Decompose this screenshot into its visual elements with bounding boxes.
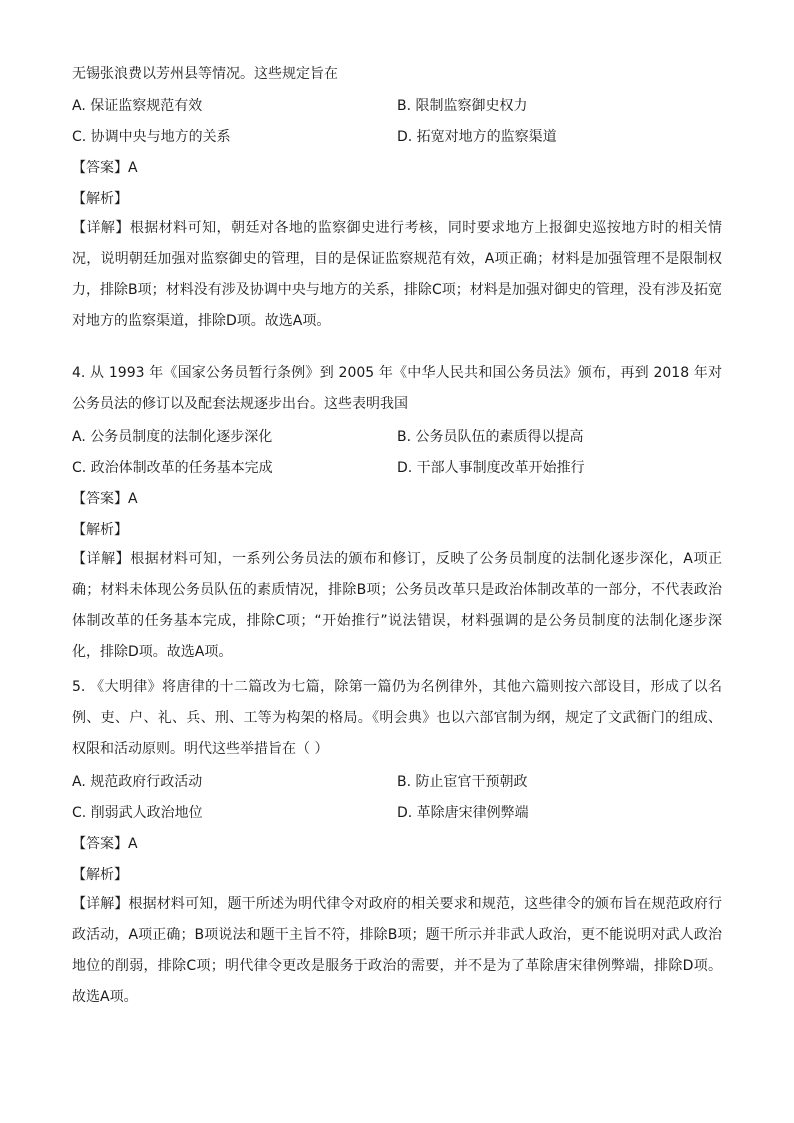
question-4-option-a: A. 公务员制度的法制化逐步深化 (72, 428, 273, 445)
question-5-option-c: C. 削弱武人政治地位 (72, 804, 203, 821)
question-5-analysis-label: 【解析】 (72, 866, 128, 883)
question-3 (72, 64, 722, 337)
question-3-options-row-1 (72, 89, 722, 120)
question-4-option-c: C. 政治体制改革的任务基本完成 (72, 459, 273, 476)
question-5-option-d: D. 革除唐宋律例弊端 (397, 804, 529, 821)
question-4-options-row-1 (72, 420, 722, 451)
question-4-stem: 4. 从 1993 年《国家公务员暂行条例》到 2005 年《中华人民共和国公务员法》颁布，再到 2018 年对公务员法的修订以及配套法规逐步出台。这些表明我国 (72, 365, 722, 412)
question-3-option-d: D. 拓宽对地方的监察渠道 (397, 128, 557, 145)
question-3-options-row-2 (72, 120, 722, 151)
question-3-stem-tail: 无锡张浪费以芳州县等情况。这些规定旨在 (72, 66, 338, 82)
question-4-option-d: D. 干部人事制度改革开始推行 (397, 459, 585, 476)
question-4-option-b: B. 公务员队伍的素质得以提高 (397, 428, 584, 445)
question-5-options-row-2 (72, 796, 722, 827)
question-4-answer: 【答案】A (72, 490, 138, 507)
question-5-option-a: A. 规范政府行政活动 (72, 773, 203, 790)
question-3-answer: 【答案】A (72, 159, 138, 176)
question-3-option-b: B. 限制监察御史权力 (397, 97, 528, 114)
question-4-analysis-label: 【解析】 (72, 521, 128, 538)
question-4 (72, 358, 722, 668)
question-5-options-row-1 (72, 765, 722, 796)
question-4-detail: 【详解】根据材料可知，一系列公务员法的颁布和修订，反映了公务员制度的法制化逐步深化，A项正确；材料未体现公务员队伍的素质情况，排除B项；公务员改革只是政治体制改革的一部分，不代表政治体制改革的任务基本完成，排除C项；“开始推行”说法错误，材料强调的是公务员制度的法制化逐步深化，排除D项。故选A项。 (72, 551, 722, 660)
document-page (72, 64, 722, 1013)
question-5-answer: 【答案】A (72, 835, 138, 852)
question-3-detail: 【详解】根据材料可知，朝廷对各地的监察御史进行考核，同时要求地方上报御史巡按地方时的相关情况，说明朝廷加强对监察御史的管理，目的是保证监察规范有效，A项正确；材料是加强管理不是限制权力，排除B项；材料没有涉及协调中央与地方的关系，排除C项；材料是加强对御史的管理，没有涉及拓宽对地方的监察渠道，排除D项。故选A项。 (72, 220, 722, 329)
question-3-option-a: A. 保证监察规范有效 (72, 97, 203, 114)
question-3-option-c: C. 协调中央与地方的关系 (72, 128, 231, 145)
question-5-stem: 5. 《大明律》将唐律的十二篇改为七篇，除第一篇仍为名例律外，其他六篇则按六部设目，形成了以名例、吏、户、礼、兵、刑、工等为构架的格局。《明会典》也以六部官制为纲，规定了文武衙门的组成、权限和活动原则。明代这些举措旨在（ ） (72, 679, 722, 757)
question-5-option-b: B. 防止宦官干预朝政 (397, 773, 528, 790)
question-5 (72, 672, 722, 1013)
question-3-analysis-label: 【解析】 (72, 190, 128, 207)
question-5-detail: 【详解】根据材料可知，题干所述为明代律令对政府的相关要求和规范，这些律令的颁布旨在规范政府行政活动，A项正确；B项说法和题干主旨不符，排除B项；题干所示并非武人政治，更不能说明对武人政治地位的削弱，排除C项；明代律令更改是服务于政治的需要，并不是为了革除唐宋律例弊端，排除D项。故选A项。 (72, 896, 722, 1005)
question-4-options-row-2 (72, 451, 722, 482)
